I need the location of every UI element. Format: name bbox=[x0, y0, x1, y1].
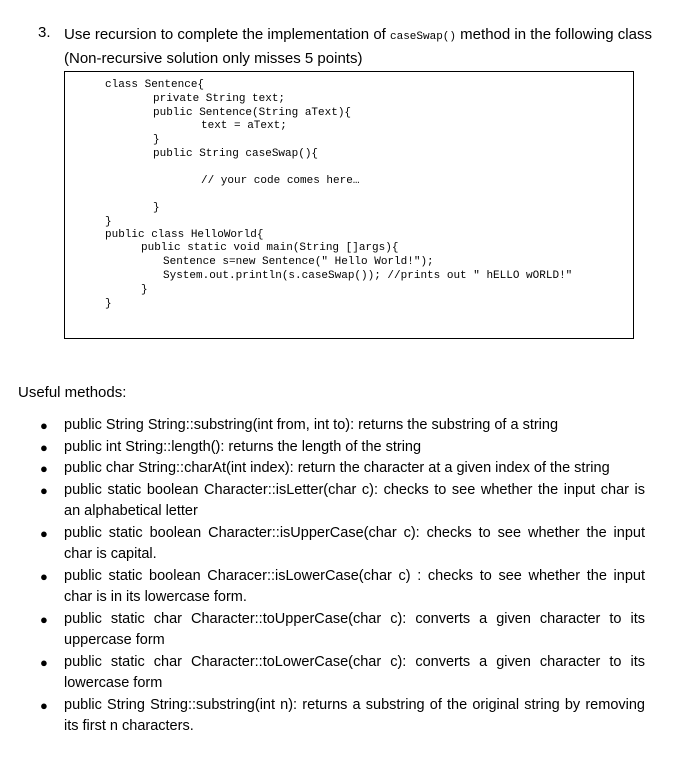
code-line: Sentence s=new Sentence(" Hello World!"); bbox=[163, 256, 434, 268]
question-number: 3. bbox=[38, 24, 51, 41]
question-text-before: Use recursion to complete the implementation of bbox=[64, 26, 390, 43]
list-item bbox=[40, 652, 645, 695]
useful-methods-title: Useful methods: bbox=[18, 384, 127, 401]
question-text bbox=[64, 24, 654, 69]
code-line: class Sentence{ bbox=[105, 79, 205, 91]
bullet-icon: ● bbox=[40, 418, 48, 433]
bullet-icon: ● bbox=[40, 568, 48, 584]
bullet-icon: ● bbox=[40, 611, 48, 627]
method-desc: public static boolean Character::isLetter(char c): checks to see whether the input char is an alphabetical letter bbox=[64, 481, 645, 519]
method-desc: public String String::substring(int n): returns a substring of the original string by removing its first n characters. bbox=[64, 696, 645, 734]
code-line: System.out.println(s.caseSwap()); //prints out " hELLO wORLD!" bbox=[163, 270, 573, 282]
list-item bbox=[40, 458, 645, 480]
method-desc: public String String::substring(int from, int to): returns the substring of a string bbox=[64, 417, 559, 433]
code-line: public static void main(String []args){ bbox=[141, 242, 399, 254]
bullet-icon: ● bbox=[40, 461, 48, 476]
methods-list bbox=[40, 415, 645, 738]
code-line: } bbox=[153, 134, 160, 146]
list-item bbox=[40, 609, 645, 652]
method-desc: public static char Character::toLowerCase(char c): converts a given character to its lowercase form bbox=[64, 653, 645, 691]
code-comment: // your code comes here… bbox=[201, 175, 360, 187]
code-box bbox=[64, 71, 634, 339]
code-line: private String text; bbox=[153, 93, 286, 105]
bullet-icon: ● bbox=[40, 525, 48, 541]
method-desc: public static char Character::toUpperCase(char c): converts a given character to its uppercase form bbox=[64, 610, 645, 648]
list-item bbox=[40, 566, 645, 609]
method-name: caseSwap() bbox=[390, 31, 457, 43]
list-item bbox=[40, 480, 645, 523]
bullet-icon: ● bbox=[40, 439, 48, 455]
method-desc: public static boolean Characer::isLowerCase(char c) : checks to see whether the input char is in its lowercase form. bbox=[64, 567, 645, 605]
list-item bbox=[40, 695, 645, 738]
code-line: } bbox=[153, 202, 160, 214]
list-item bbox=[40, 415, 645, 437]
code-line: public Sentence(String aText){ bbox=[153, 107, 352, 119]
code-line: } bbox=[105, 298, 112, 310]
code-line: } bbox=[105, 216, 112, 228]
method-desc: public static boolean Character::isUpperCase(char c): checks to see whether the input char is capital. bbox=[64, 524, 645, 562]
bullet-icon: ● bbox=[40, 482, 48, 498]
code-line: } bbox=[141, 284, 148, 296]
bullet-icon: ● bbox=[40, 697, 48, 713]
list-item bbox=[40, 523, 645, 566]
list-item bbox=[40, 437, 645, 459]
method-desc: public char String::charAt(int index): return the character at a given index of the string bbox=[64, 460, 610, 476]
question-text-after: method in the following class (Non-recursive solution only misses 5 points) bbox=[64, 26, 652, 67]
code-line: public class HelloWorld{ bbox=[105, 229, 264, 241]
code-line: text = aText; bbox=[201, 120, 287, 132]
bullet-icon: ● bbox=[40, 654, 48, 670]
method-desc: public int String::length(): returns the length of the string bbox=[64, 438, 422, 455]
code-line: public String caseSwap(){ bbox=[153, 148, 319, 160]
